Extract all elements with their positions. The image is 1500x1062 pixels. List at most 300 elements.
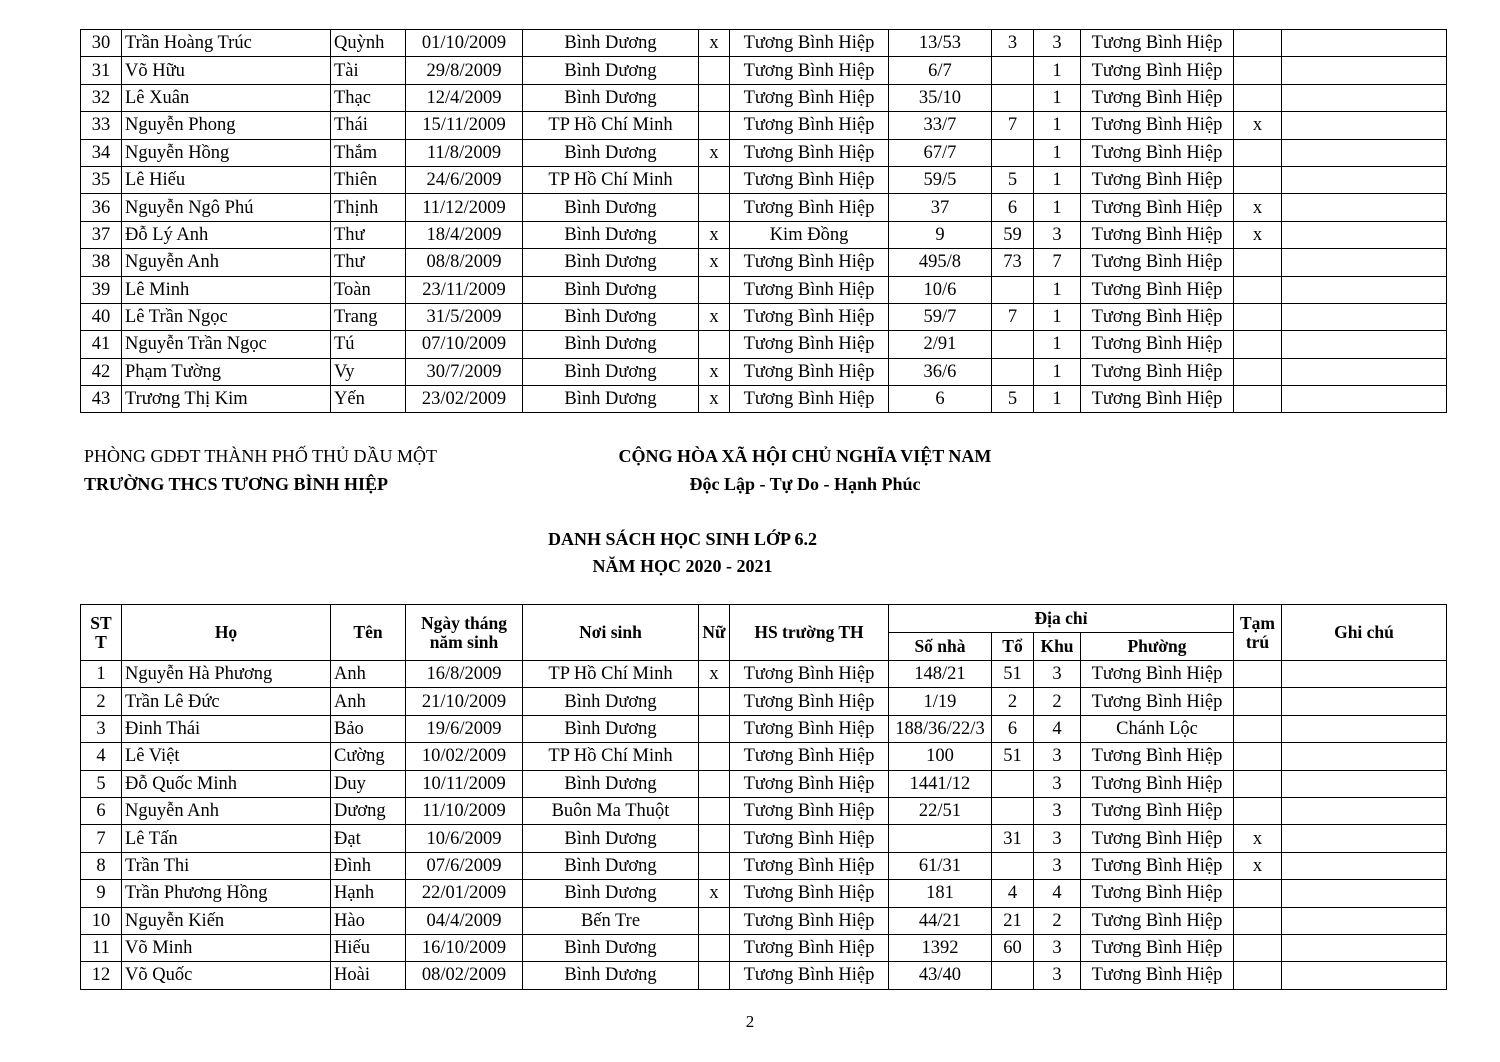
cell-ghi-chu [1282,797,1447,824]
cell-hs-truong-th: Tương Bình Hiệp [730,852,889,879]
cell-ten: Thư [331,221,406,248]
cell-ngay-sinh: 01/10/2009 [406,30,523,57]
cell-khu: 2 [1034,907,1081,934]
cell-khu: 4 [1034,715,1081,742]
cell-ngay-sinh: 16/10/2009 [406,934,523,961]
cell-phuong: Tương Bình Hiệp [1081,84,1234,111]
cell-phuong: Tương Bình Hiệp [1081,221,1234,248]
cell-ghi-chu [1282,962,1447,989]
cell-ngay-sinh: 24/6/2009 [406,166,523,193]
cell-ghi-chu [1282,139,1447,166]
cell-noi-sinh: Buôn Ma Thuột [523,797,699,824]
cell-ngay-sinh: 07/10/2009 [406,331,523,358]
cell-ho: Lê Trần Ngọc [122,303,331,330]
cell-ghi-chu [1282,331,1447,358]
cell-nu [699,907,730,934]
cell-hs-truong-th: Tương Bình Hiệp [730,112,889,139]
cell-khu: 2 [1034,688,1081,715]
cell-noi-sinh: Bình Dương [523,303,699,330]
cell-khu: 1 [1034,303,1081,330]
cell-tam-tru: x [1234,825,1282,852]
cell-phuong: Tương Bình Hiệp [1081,852,1234,879]
cell-to: 2 [992,688,1034,715]
cell-hs-truong-th: Tương Bình Hiệp [730,715,889,742]
cell-nu [699,166,730,193]
table-row [81,221,1447,248]
student-table-body [81,661,1447,990]
cell-noi-sinh: Bình Dương [523,84,699,111]
cell-nu: x [699,139,730,166]
cell-nu: x [699,249,730,276]
cell-ten: Toàn [331,276,406,303]
cell-khu: 1 [1034,386,1081,413]
cell-stt: 40 [81,303,122,330]
cell-stt: 3 [81,715,122,742]
student-table-continued-body [81,30,1447,413]
cell-ghi-chu [1282,221,1447,248]
cell-hs-truong-th: Tương Bình Hiệp [730,825,889,852]
cell-nu [699,276,730,303]
cell-khu: 3 [1034,661,1081,688]
cell-so-nha: 148/21 [889,661,992,688]
table-row [81,139,1447,166]
cell-noi-sinh: Bình Dương [523,249,699,276]
cell-ho: Đỗ Lý Anh [122,221,331,248]
cell-so-nha: 22/51 [889,797,992,824]
cell-ten: Anh [331,688,406,715]
col-ho: Họ [122,605,331,661]
page-number: 2 [745,1012,755,1031]
cell-phuong: Chánh Lộc [1081,715,1234,742]
cell-tam-tru: x [1234,112,1282,139]
cell-ngay-sinh: 11/8/2009 [406,139,523,166]
cell-khu: 1 [1034,276,1081,303]
cell-so-nha: 67/7 [889,139,992,166]
cell-stt: 2 [81,688,122,715]
cell-noi-sinh: TP Hồ Chí Minh [523,743,699,770]
cell-hs-truong-th: Tương Bình Hiệp [730,166,889,193]
cell-tam-tru [1234,797,1282,824]
cell-khu: 3 [1034,797,1081,824]
cell-ho: Phạm Tường [122,358,331,385]
cell-phuong: Tương Bình Hiệp [1081,743,1234,770]
cell-to: 7 [992,112,1034,139]
cell-ghi-chu [1282,715,1447,742]
cell-nu [699,934,730,961]
cell-to [992,962,1034,989]
cell-hs-truong-th: Tương Bình Hiệp [730,386,889,413]
cell-ten: Trang [331,303,406,330]
cell-phuong: Tương Bình Hiệp [1081,661,1234,688]
cell-hs-truong-th: Tương Bình Hiệp [730,661,889,688]
cell-so-nha: 35/10 [889,84,992,111]
cell-ngay-sinh: 12/4/2009 [406,84,523,111]
cell-ho: Trần Lê Đức [122,688,331,715]
cell-to: 73 [992,249,1034,276]
cell-noi-sinh: Bình Dương [523,770,699,797]
cell-ngay-sinh: 29/8/2009 [406,57,523,84]
table-row [81,386,1447,413]
cell-noi-sinh: Bình Dương [523,331,699,358]
cell-ngay-sinh: 22/01/2009 [406,880,523,907]
cell-nu [699,743,730,770]
cell-so-nha: 6 [889,386,992,413]
cell-ten: Đạt [331,825,406,852]
table-row [81,852,1447,879]
cell-ho: Nguyễn Ngô Phú [122,194,331,221]
cell-noi-sinh: TP Hồ Chí Minh [523,166,699,193]
cell-khu: 1 [1034,139,1081,166]
table-row [81,907,1447,934]
cell-noi-sinh: Bình Dương [523,139,699,166]
cell-ho: Trần Hoàng Trúc [122,30,331,57]
cell-nu [699,825,730,852]
cell-ghi-chu [1282,57,1447,84]
cell-ghi-chu [1282,276,1447,303]
cell-ho: Nguyễn Anh [122,249,331,276]
cell-to: 51 [992,661,1034,688]
cell-to: 4 [992,880,1034,907]
cell-khu: 3 [1034,852,1081,879]
cell-nu: x [699,661,730,688]
col-stt: ST T [81,605,122,661]
cell-stt: 33 [81,112,122,139]
cell-ten: Thư [331,249,406,276]
cell-hs-truong-th: Tương Bình Hiệp [730,962,889,989]
cell-to [992,84,1034,111]
cell-ngay-sinh: 08/8/2009 [406,249,523,276]
cell-nu: x [699,30,730,57]
cell-ghi-chu [1282,880,1447,907]
cell-ho: Đỗ Quốc Minh [122,770,331,797]
cell-to: 21 [992,907,1034,934]
cell-tam-tru: x [1234,194,1282,221]
cell-so-nha: 9 [889,221,992,248]
cell-nu [699,57,730,84]
cell-nu [699,715,730,742]
cell-ten: Yến [331,386,406,413]
cell-phuong: Tương Bình Hiệp [1081,166,1234,193]
cell-nu [699,331,730,358]
cell-ghi-chu [1282,688,1447,715]
table-row [81,84,1447,111]
cell-hs-truong-th: Tương Bình Hiệp [730,303,889,330]
cell-hs-truong-th: Tương Bình Hiệp [730,934,889,961]
cell-ten: Tú [331,331,406,358]
cell-hs-truong-th: Tương Bình Hiệp [730,880,889,907]
cell-khu: 3 [1034,962,1081,989]
cell-ho: Trương Thị Kim [122,386,331,413]
cell-to: 3 [992,30,1034,57]
cell-noi-sinh: Bình Dương [523,962,699,989]
cell-to [992,358,1034,385]
col-phuong: Phường [1081,633,1234,661]
student-table-header [81,605,1447,661]
cell-ho: Nguyễn Hà Phương [122,661,331,688]
cell-phuong: Tương Bình Hiệp [1081,57,1234,84]
cell-noi-sinh: Bình Dương [523,688,699,715]
cell-ghi-chu [1282,907,1447,934]
cell-ngay-sinh: 15/11/2009 [406,112,523,139]
cell-noi-sinh: Bình Dương [523,852,699,879]
cell-ten: Thắm [331,139,406,166]
cell-so-nha: 100 [889,743,992,770]
cell-noi-sinh: Bình Dương [523,880,699,907]
cell-phuong: Tương Bình Hiệp [1081,30,1234,57]
cell-khu: 1 [1034,57,1081,84]
col-ngay-sinh: Ngày tháng năm sinh [406,605,523,661]
cell-nu: x [699,880,730,907]
cell-stt: 7 [81,825,122,852]
cell-stt: 38 [81,249,122,276]
cell-phuong: Tương Bình Hiệp [1081,303,1234,330]
cell-stt: 34 [81,139,122,166]
cell-tam-tru [1234,331,1282,358]
cell-ngay-sinh: 10/6/2009 [406,825,523,852]
cell-tam-tru: x [1234,221,1282,248]
cell-stt: 36 [81,194,122,221]
student-table-continued [80,29,1447,413]
cell-khu: 3 [1034,743,1081,770]
cell-nu [699,688,730,715]
cell-so-nha [889,825,992,852]
cell-stt: 4 [81,743,122,770]
cell-ten: Anh [331,661,406,688]
cell-phuong: Tương Bình Hiệp [1081,276,1234,303]
cell-ho: Võ Quốc [122,962,331,989]
cell-phuong: Tương Bình Hiệp [1081,249,1234,276]
cell-phuong: Tương Bình Hiệp [1081,139,1234,166]
national-motto: Độc Lập - Tự Do - Hạnh Phúc [689,474,921,494]
cell-nu [699,962,730,989]
cell-khu: 1 [1034,194,1081,221]
cell-khu: 1 [1034,166,1081,193]
table-row [81,249,1447,276]
cell-phuong: Tương Bình Hiệp [1081,688,1234,715]
cell-khu: 3 [1034,770,1081,797]
cell-tam-tru [1234,139,1282,166]
cell-ho: Lê Minh [122,276,331,303]
cell-stt: 30 [81,30,122,57]
cell-noi-sinh: Bình Dương [523,276,699,303]
cell-so-nha: 6/7 [889,57,992,84]
cell-ghi-chu [1282,358,1447,385]
cell-tam-tru [1234,770,1282,797]
cell-hs-truong-th: Tương Bình Hiệp [730,139,889,166]
cell-ten: Cường [331,743,406,770]
cell-ngay-sinh: 11/12/2009 [406,194,523,221]
cell-so-nha: 495/8 [889,249,992,276]
cell-to [992,770,1034,797]
cell-tam-tru [1234,358,1282,385]
cell-ten: Hoài [331,962,406,989]
cell-ho: Lê Tấn [122,825,331,852]
cell-tam-tru [1234,715,1282,742]
cell-to: 6 [992,715,1034,742]
cell-tam-tru [1234,743,1282,770]
col-ghi-chu: Ghi chú [1282,605,1447,661]
cell-to: 5 [992,386,1034,413]
cell-ten: Tài [331,57,406,84]
cell-phuong: Tương Bình Hiệp [1081,194,1234,221]
cell-ngay-sinh: 21/10/2009 [406,688,523,715]
cell-nu [699,112,730,139]
cell-noi-sinh: Bình Dương [523,715,699,742]
cell-stt: 42 [81,358,122,385]
cell-stt: 32 [81,84,122,111]
cell-tam-tru [1234,30,1282,57]
cell-stt: 37 [81,221,122,248]
cell-khu: 1 [1034,84,1081,111]
cell-noi-sinh: Bình Dương [523,825,699,852]
cell-to: 5 [992,166,1034,193]
cell-ten: Bảo [331,715,406,742]
cell-ho: Nguyễn Phong [122,112,331,139]
cell-nu [699,852,730,879]
cell-to: 60 [992,934,1034,961]
cell-ten: Thịnh [331,194,406,221]
cell-ho: Lê Hiếu [122,166,331,193]
cell-ho: Đinh Thái [122,715,331,742]
cell-so-nha: 10/6 [889,276,992,303]
table-row [81,880,1447,907]
table-row [81,743,1447,770]
cell-so-nha: 1392 [889,934,992,961]
cell-phuong: Tương Bình Hiệp [1081,797,1234,824]
cell-ngay-sinh: 10/11/2009 [406,770,523,797]
cell-noi-sinh: Bình Dương [523,386,699,413]
cell-noi-sinh: TP Hồ Chí Minh [523,661,699,688]
col-tam-tru: Tạm trú [1234,605,1282,661]
cell-ho: Nguyễn Trần Ngọc [122,331,331,358]
cell-hs-truong-th: Tương Bình Hiệp [730,249,889,276]
table-row [81,715,1447,742]
cell-phuong: Tương Bình Hiệp [1081,880,1234,907]
cell-tam-tru [1234,934,1282,961]
cell-ghi-chu [1282,934,1447,961]
table-row [81,797,1447,824]
cell-ghi-chu [1282,386,1447,413]
cell-hs-truong-th: Tương Bình Hiệp [730,688,889,715]
cell-khu: 4 [1034,880,1081,907]
cell-ghi-chu [1282,30,1447,57]
cell-ho: Lê Xuân [122,84,331,111]
cell-to [992,852,1034,879]
cell-phuong: Tương Bình Hiệp [1081,386,1234,413]
col-khu: Khu [1034,633,1081,661]
cell-phuong: Tương Bình Hiệp [1081,331,1234,358]
cell-ten: Quỳnh [331,30,406,57]
col-to: Tổ [992,633,1034,661]
cell-phuong: Tương Bình Hiệp [1081,907,1234,934]
cell-phuong: Tương Bình Hiệp [1081,770,1234,797]
cell-so-nha: 181 [889,880,992,907]
cell-khu: 1 [1034,331,1081,358]
cell-tam-tru [1234,386,1282,413]
cell-stt: 35 [81,166,122,193]
national-title: CỘNG HÒA XÃ HỘI CHỦ NGHĨA VIỆT NAM [618,446,992,466]
cell-to [992,797,1034,824]
cell-ho: Lê Việt [122,743,331,770]
col-dia-chi: Địa chỉ [889,605,1234,633]
cell-nu: x [699,386,730,413]
cell-ngay-sinh: 23/02/2009 [406,386,523,413]
cell-hs-truong-th: Tương Bình Hiệp [730,331,889,358]
cell-ngay-sinh: 30/7/2009 [406,358,523,385]
cell-hs-truong-th: Tương Bình Hiệp [730,30,889,57]
cell-so-nha: 36/6 [889,358,992,385]
cell-stt: 5 [81,770,122,797]
table-row [81,661,1447,688]
cell-phuong: Tương Bình Hiệp [1081,112,1234,139]
cell-khu: 3 [1034,934,1081,961]
cell-stt: 9 [81,880,122,907]
cell-tam-tru [1234,303,1282,330]
cell-khu: 3 [1034,825,1081,852]
cell-nu [699,770,730,797]
cell-to [992,139,1034,166]
cell-nu [699,84,730,111]
cell-nu: x [699,221,730,248]
cell-hs-truong-th: Tương Bình Hiệp [730,57,889,84]
cell-ho: Trần Phương Hồng [122,880,331,907]
cell-so-nha: 1441/12 [889,770,992,797]
table-row [81,331,1447,358]
cell-ho: Võ Hữu [122,57,331,84]
cell-hs-truong-th: Kim Đồng [730,221,889,248]
cell-ghi-chu [1282,852,1447,879]
cell-ghi-chu [1282,825,1447,852]
col-so-nha: Số nhà [889,633,992,661]
table-row [81,770,1447,797]
cell-ngay-sinh: 07/6/2009 [406,852,523,879]
school-year: NĂM HỌC 2020 - 2021 [592,556,773,576]
cell-ten: Thạc [331,84,406,111]
cell-ghi-chu [1282,743,1447,770]
cell-phuong: Tương Bình Hiệp [1081,358,1234,385]
cell-so-nha: 188/36/22/3 [889,715,992,742]
cell-noi-sinh: Bình Dương [523,358,699,385]
cell-hs-truong-th: Tương Bình Hiệp [730,84,889,111]
cell-hs-truong-th: Tương Bình Hiệp [730,907,889,934]
cell-so-nha: 61/31 [889,852,992,879]
cell-ten: Duy [331,770,406,797]
cell-ghi-chu [1282,303,1447,330]
col-noi-sinh: Nơi sinh [523,605,699,661]
cell-tam-tru: x [1234,852,1282,879]
cell-ghi-chu [1282,770,1447,797]
cell-stt: 8 [81,852,122,879]
col-nu: Nữ [699,605,730,661]
cell-ngay-sinh: 04/4/2009 [406,907,523,934]
cell-ten: Đình [331,852,406,879]
cell-to: 7 [992,303,1034,330]
cell-hs-truong-th: Tương Bình Hiệp [730,358,889,385]
cell-stt: 10 [81,907,122,934]
cell-tam-tru [1234,688,1282,715]
cell-to: 51 [992,743,1034,770]
cell-to: 31 [992,825,1034,852]
cell-tam-tru [1234,57,1282,84]
cell-ho: Nguyễn Hồng [122,139,331,166]
table-row [81,276,1447,303]
cell-ten: Vy [331,358,406,385]
cell-ghi-chu [1282,661,1447,688]
cell-noi-sinh: TP Hồ Chí Minh [523,112,699,139]
cell-stt: 41 [81,331,122,358]
cell-ghi-chu [1282,166,1447,193]
cell-ten: Hiếu [331,934,406,961]
